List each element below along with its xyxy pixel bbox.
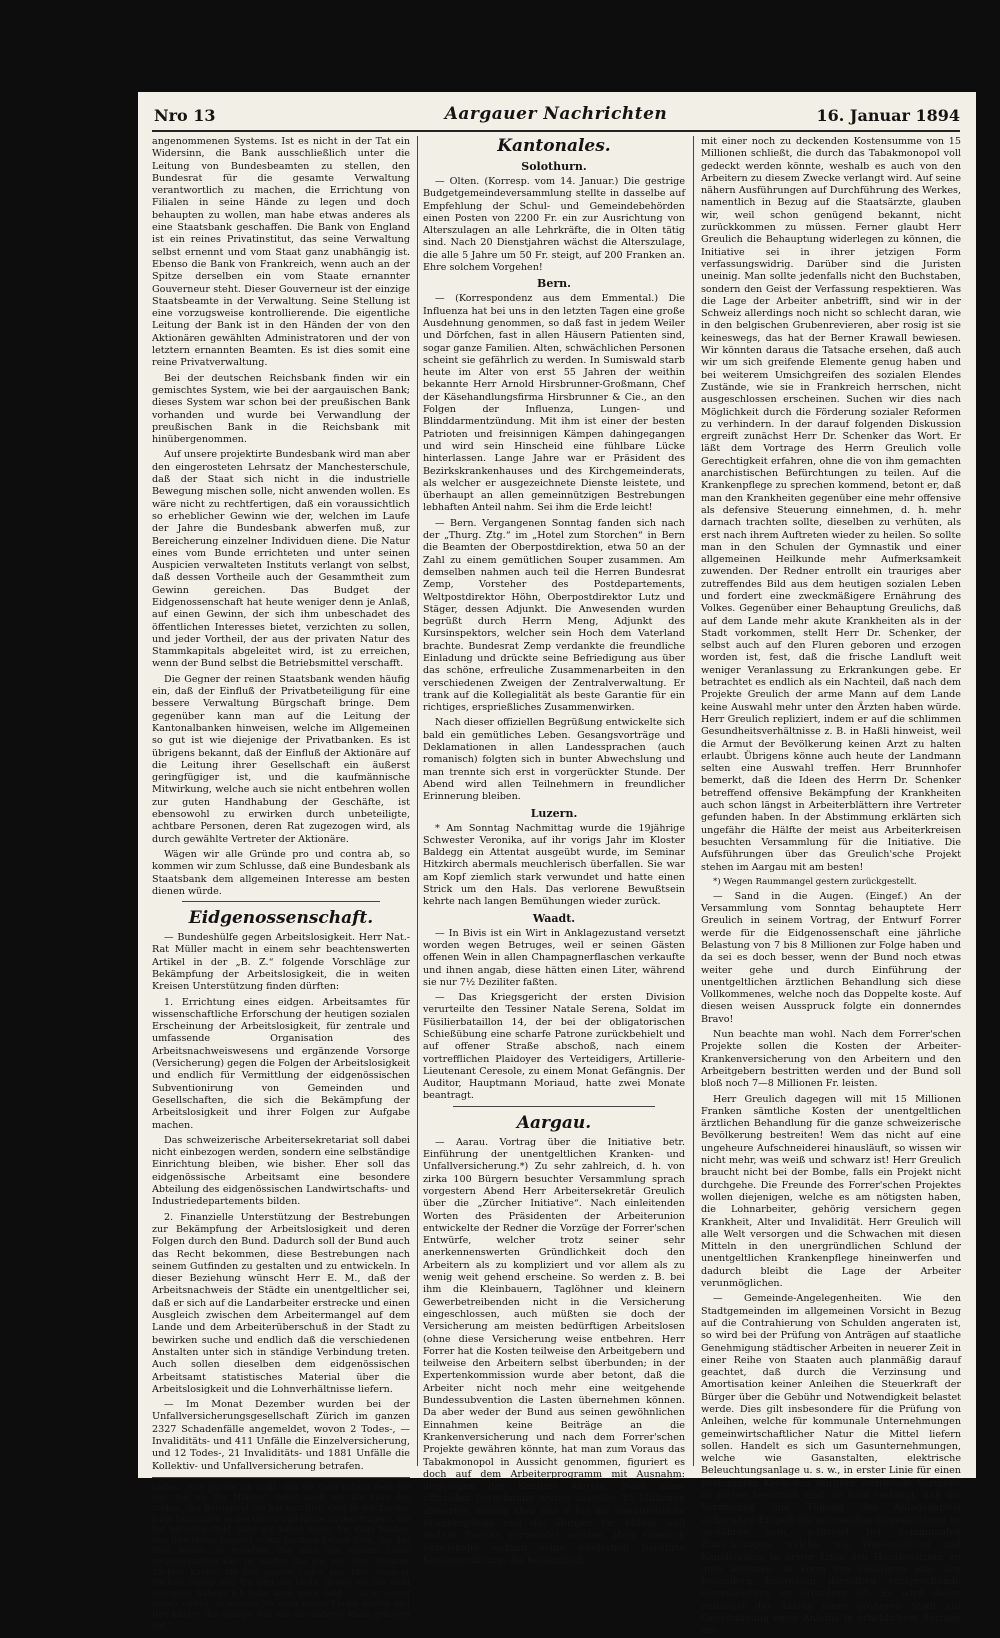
paragraph: — (Korrespondenz aus dem Emmental.) Die Influenza hat bei uns in den letzten Tagen eine große Ausdehnung genommen, so daß fast in jedem Weiler und Dörfchen, fast in allen Häusern Patienten sind, sogar ganze Familien. Alten, schwächlichen Personen scheint sie gefährlich zu werden. In Sumiswald starb heute im Alter von erst 55 Jahren der weithin bekannte Herr Arnold Hirsbrunner-Großmann, Chef der Käsehandlungsfirma Hirsbrunner & Cie., an den Folgen der Influenza, Lungen- und Blinddarmentzündung. Mit ihm ist einer der besten Patrioten und freisinnigen Kämpen dahingegangen und wird sein Hinscheid eine fühlbare Lücke hinterlassen. Lange Jahre war er Präsident des Bezirkskrankenhauses und des Kirchgemeinderats, als welcher er ausgezeichnete Dienste leistete, und überhaupt an allen gemeinnützigen Bestrebungen lebhaften Anteil nahm. Sei ihm die Erde leicht! [423, 293, 685, 514]
feuilleton-divider [152, 1477, 410, 1478]
section-heading: Eidgenossenschaft. [188, 908, 374, 929]
paragraph: — Gemeinde-Angelegenheiten. Wie den Stadtgemeinden im allgemeinen Vorsicht in Bezug auf die Contrahierung von Schulden angeraten ist, so wird bei der Prüfung von Anträgen auf staatliche Genehmigung städtischer Arbeiten in neuerer Zeit in einer Reihe von Staaten auch planmäßig darauf geachtet, daß durch die Verzinsung und Amortisation keiner Anleihen die Steuerkraft der Bürger über die Gebühr und Notwendigkeit belastet werde. Dies gilt insbesondere für die Prüfung von Anleihen, welche für kommunale Unternehmungen gemeinwirtschaftlicher Natur die Mittel liefern sollen. Handelt es sich um Gasunternehmungen, welche wie Gasanstalten, elektrische Beleuchtungsanlage u. s. w., in erster Linie für einen bestimmten Kreis von Bürgern werthvolle Vortheile zu bieten bestimmt sind, so wird verlangt, daß die Verzinsung und Tilgung des Anlagekapital sichernden Entgelt die notwendige Gegenleistung zu gewähren sein, während bei kommunalen Einrichtungen, welche, wie Wasserleitung und Kanalisation, in erster Linie den Hausbesitzern zu gute kommen, in Form von Gebühren eine den besondern Interessen derselben entsprechende Gegenleistung zu erfordern ist. Es wird daher umlängst der Antrag einer größeren Stadt auf Genehmigung einer Anleihe in erheblichem Betrage zur [701, 1293, 961, 1637]
paragraph: 1. Errichtung eines eidgen. Arbeitsamtes für wissenschaftliche Erforschung der heutigen sozialen Erscheinung der Arbeitslosigkeit, für zentrale und umfassende Organisation des Arbeitsnachweiswesens und ergänzende Vorsorge (Versicherung) gegen die Folgen der Arbeitslosigkeit und endlich für Vermittlung der eidgenössischen Subventionirung von Gemeinden und Gesellschaften, die sich die Bekämpfung der Arbeitslosigkeit und ihrer Folgen zur Aufgabe machen. [152, 996, 411, 1131]
section-heading: Kantonales. [497, 136, 611, 156]
paragraph: — Sand in die Augen. (Eingef.) An der Versammlung vom Sonntag behauptete Herr Greulich in seinem Vortrag, der Entwurf Forrer werde für die Eidgenossenschaft eine jährliche Belastung von 7 bis 8 Millionen zur Folge haben und da sei es doch besser, wenn der Bund noch etwas weiter gehe und durch Einführung der unentgeltlichen ärztlichen Behandlung sich diese Vollkommenes, welche noch das Doppelte koste. Auf diesen weisen Ausspruck folgte ein donnerndes Bravo! [701, 890, 961, 1025]
newspaper-title: Aargauer Nachrichten [444, 104, 668, 124]
column-2 [423, 136, 685, 1566]
issue-date: 16. Januar 1894 [816, 106, 960, 125]
paragraph: Wägen wir alle Gründe pro und contra ab, so kommen wir zum Schlusse, daß eine Bundesbank als Staatsbank dem allgemeinen Interesse am besten dienen würde. [152, 848, 410, 897]
paragraph: angenommenen Systems. Ist es nicht in der Tat ein Widersinn, die Bank ausschließlich unter die Leitung von Bundesbeamten zu stellen, den Bundesrat für die gesamte Verwaltung verantwortlich zu machen, die Errichtung von Filialen in seine Hände zu legen und doch behaupten zu wollen, man habe etwas anderes als eine Staatsbank geschaffen. Die Bank von England ist ein reines Privatinstitut, das seine Verwaltung selbst ernennt und vom Staat ganz unabhängig ist. Ebenso die Bank von Frankreich, wenn auch an der Spitze derselben ein vom Staate ernannter Gouverneur steht. Dieser Gouverneur ist der einzige Staatsbeamte in der Verwaltung. Seine Stellung ist eine vorzugsweise kontrollierende. Die eigentliche Leitung der Bank ist in den Händen der von den Aktionären gewählten Administratoren und der von letztern ernannten Beamten. Es ist dies somit eine reine Privatverwaltung. [152, 136, 410, 369]
paragraph: Nach dieser offiziellen Begrüßung entwickelte sich bald ein gemütliches Leben. Gesangsvorträge und Deklamationen in allen Landessprachen (auch romanisch) folgten sich in bunter Abwechslung und man trennte sich erst in vorgerückter Stunde. Der Abend wird allen Teilnehmern in freundlicher Erinnerung bleiben. [423, 717, 685, 803]
paragraph: Nun beachte man wohl. Nach dem Forrer'schen Projekte sollen die Kosten der Arbeiter-Krankenversicherung von den Arbeitern und den Arbeitgebern bestritten werden und der Bund soll bloß noch 7—8 Millionen Fr. leisten. [701, 1029, 961, 1090]
footnote: *) Wegen Raummangel gestern zurückgestellt. [713, 876, 917, 887]
paragraph: — In Bivis ist ein Wirt in Anklagezustand versetzt worden wegen Betruges, weil er seinen Gästen offenen Wein in allen Champagnerflaschen verkaufte und ihnen angab, diese hätten einen Liter, während sie nur 7½ Deziliter faßten. [423, 927, 685, 988]
masthead [152, 102, 960, 130]
paragraph: Das schweizerische Arbeitersekretariat soll dabei nicht einbezogen werden, sondern eine selbständige Einrichtung bleiben, wie bisher. Eher soll das eidgenössische Arbeitsamt eine besondere Abteilung des eidgenössischen Landwirtschafts- und Industriedepartements bilden. [152, 1134, 410, 1208]
newspaper-page [138, 92, 976, 1637]
column-3 [701, 136, 961, 1637]
paragraph: — Bern. Vergangenen Sonntag fanden sich nach der „Thurg. Ztg.“ im „Hotel zum Storchen“ in Bern die Beamten der Oberpostdirektion, etwa 50 an der Zahl zu einem gemütlichen Souper zusammen. Am demselben nahmen auch teil die Herren Bundesrat Zemp, Vorsteher des Postdepartements, Weltpostdirektor Höhn, Oberpostdirektor Lutz und Stäger, dessen Adjunkt. Die Anwesenden wurden begrüßt durch Herrn Meng, Adjunkt des Kursinspektors, welcher sein Hoch dem Vaterland brachte. Bundesrat Zemp verdankte die freundliche Einladung und drückte seine Befriedigung aus über das schöne, erfreuliche Zusammenarbeiten in den verschiedenen Zweigen der Zentralverwaltung. Er trank auf die Kollegialität als beste Garantie für ein richtiges, ersprießliches Zusammenwirken. [423, 517, 685, 714]
section-heading: Aargau. [516, 1112, 592, 1133]
paragraph: Auf unsere projektirte Bundesbank wird man aber den eingerosteten Lehrsatz der Manchesterschule, daß der Staat sich nicht in die industrielle Bewegung mischen solle, nicht anwenden wollen. Es wäre nicht zu rechtfertigen, daß ein voraussichtlich so erheblicher Gewinn wie der, welchen im Laufe der Jahre die Bundesbank abwerfen muß, zur Bereicherung einzelner Individuen diene. Die Natur eines vom Bunde errichteten und unter seinen Auspicien verwalteten Instituts verlangt von selbst, daß dessen Vortheile auch der Gesammtheit zum Gewinn gereichen. Das Budget der Eidgenossenschaft hat heute weniger denn je Anlaß, auf einen Gewinn, der sich ihm unbeschadet des öffentlichen Interesses bietet, verzichten zu sollen, und jeder Vortheil, der aus der privaten Natur des Stammkapitals abgeleitet wird, ist zu erreichen, wenn der Bund selbst die Betriebsmittel verschafft. [152, 449, 410, 670]
paragraph: mit einer noch zu deckenden Kostensumme von 15 Millionen schließt, die durch das Tabakmonopol voll gedeckt werden könnte, weshalb es auch von den Arbeitern zu diesem Zwecke verlangt wird. Auf seine nähern Ausführungen auf Durchführung des Werkes, namentlich in Bezug auf die Staatsärzte, glauben wir, weil schon genügend bekannt, nicht zurückkommen zu müssen. Ferner glaubt Herr Greulich die Behauptung widerlegen zu können, die Initiative sei in ihrer jetzigen Form verfassungswidrig. Darüber sind die Juristen uneinig. Man sollte jedenfalls nicht den Buchstaben, sondern den Geist der Verfassung respektieren. Was die Lage der Arbeiter anbetrifft, sind wir in der Schweiz allerdings noch nicht so schlecht daran, wie in den belgischen Grubenrevieren, aber rosig ist sie keineswegs, das hat der Berner Krawall bewiesen. Wir könnten daraus die Tatsache ersehen, daß auch wir um sich greifende Elemente genug haben und bei weiterem Umsichgreifen des sozialen Elendes Zustände, wie sie in Frankreich herrschen, nicht ausgeschlossen erscheinen. Suchen wir dies nach Möglichkeit durch die Förderung sozialer Reformen zu verhindern. In der darauf folgenden Diskussion ergreift zunächst Herr Dr. Schenker das Wort. Er läßt dem Vortrage des Herrn Greulich volle Gerechtigkeit erfahren, ohne die von ihm gemachten anarchistischen Befürchtungen zu teilen. Auf die Krankenpflege zu sprechen kommend, betont er, daß man den Krankheiten gegenüber eine mehr offensive als defensive Steuerung einnehmen, d. h. mehr darnach trachten sollte, dieselben zu verhüten, als erst nach ihrem Auftreten wieder zu heilen. So sollte man in den Schulen der Gymnastik und einer allgemeinen Heilkunde mehr Aufmerksamkeit zuwenden. Der Redner entrollt ein trauriges aber zutreffendes Bild aus dem heutigen sozialen Leben und fordert eine zweckmäßigere Ernährung des Volkes. Gegenüber einer Behauptung Greulichs, daß auf dem Lande mehr akute Krankheiten als in der Stadt vorkommen, stellt Herr Dr. Schenker, der selbst auch auf den Fluren geboren und erzogen worden ist, fest, daß die frische Landluft weit weniger Veranlassung zu Erkrankungen gebe. Er betrachtet es endlich als ein Nachteil, daß nach dem Projekte Greulich der arme Mann auf dem Lande keine Auswahl mehr unter den Ärzten haben würde. Herr Greulich repliziert, indem er auf die schlimmen Gesundheitsverhältnisse z. B. in Haßli hinweist, weil die Armut der Bevölkerung keinen Arzt zu halten erlaubt. Übrigens könne auch heute der Landmann selten eine Auswahl treffen. Herr Brunnhofer bemerkt, daß die Ideen des Herrn Dr. Schenker betreffend offensive Bekämpfung der Krankheiten auch schon längst in Arbeiterblättern ihre Vertreter gefunden haben. In der Abstimmung erklärten sich ungefähr die Hälfte der meist aus Arbeiterkreisen besuchten Versammlung für die Initiative. Die Aufsführungen über das Greulich'sche Projekt stehen im Aargau mit am besten! [701, 136, 961, 873]
paragraph: Herr Greulich dagegen will mit 15 Millionen Franken sämtliche Kosten der unentgeltlichen ärztlichen Behandlung für die ganze schweizerische Bevölkerung bestreiten! Wem das nicht auf eine ungeheure Aufschneiderei hinausläuft, so wissen wir nicht mehr, was weiß und schwarz ist! Herr Greulich braucht nicht bei der Bombe, falls ein Projekt nicht durchgehe. Die Freunde des Forrer'schen Projektes wollen diejenigen, welche es am nötigsten haben, die Lohnarbeiter, gehörig versichern gegen Krankheit, Alter und Invalidität. Herr Greulich will alle Welt versorgen und die Schwachen mit diesen Mitteln in den unergründlichen Schlund der unentgeltlichen Krankenpflege hineinwerfen und dadurch bleibt die Lage der Arbeiter verunmöglichen. [701, 1093, 961, 1290]
section-divider [182, 901, 380, 902]
issue-number: Nro 13 [154, 106, 216, 125]
masthead-rule [152, 130, 960, 132]
paragraph: — Olten. (Korresp. vom 14. Januar.) Die gestrige Budgetgemeindeversammlung stellte in dasselbe auf Empfehlung der Schul- und Gemeindebehörden einen Posten von 2200 Fr. ein zur Ausrichtung von Alterszulagen an alle Lehrkräfte, die in Olten tätig sind. Nach 20 Dienstjahren wächst die Alterszulage, die alle 5 Jahre um 50 Fr. steigt, auf 200 Franken an. Ehre solchem Vorgehen! [423, 176, 685, 274]
paragraph: Die Gegner der reinen Staatsbank wenden häufig ein, daß der Einfluß der Privatbeteiligung für eine bessere Verwaltung Bürgschaft bringe. Dem gegenüber kann man auf die Leitung der Kantonalbanken hinweisen, welche im Allgemeinen so gut ist wie diejenige der Privatbanken. Es ist übrigens bekannt, daß der Einfluß der Aktionäre auf die Leitung ihrer Gesellschaft ein äußerst geringfügiger ist, und die kaufmännische Mitwirkung, welche auch sie nicht entbehren wollen zur guten Handhabung der Geschäfte, ist ebensowohl zu erwirken durch unbeteiligte, achtbare Personen, deren Rat zugezogen wird, als durch gewählte Vertreter der Aktionäre. [152, 673, 410, 845]
subsection-heading: Waadt. [532, 911, 576, 925]
paragraph: * Am Sonntag Nachmittag wurde die 19jährige Schwester Veronika, auf ihr vorigs Jahr im Kloster Baldegg ein Attentat ausgeübt wurde, im Seminar Hitzkirch abermals meuchlerisch überfallen. Sie war am Kopf ziemlich stark verwundet und hatte einen Strick um den Hals. Das verlorene Bewußtsein kehrte nach langen Bemühungen wieder zurück. [423, 822, 685, 908]
paragraph: — Bundeshülfe gegen Arbeitslosigkeit. Herr Nat.-Rat Müller macht in einem sehr beachtenswerten Artikel in der „B. Z.“ folgende Vorschläge zur Bekämpfung der Arbeitslosigkeit, die in weiten Kreisen Unterstützung finden dürften: [152, 932, 410, 993]
column-divider [417, 136, 418, 1466]
subsection-heading: Bern. [537, 277, 571, 291]
section-divider [453, 1106, 655, 1107]
paragraph: — Das Kriegsgericht der ersten Division verurteilte den Tessiner Natale Serena, Soldat im Füsilierbataillon 14, der bei der obligatorischen Schießübung eine scharfe Patrone zurückbehielt und auf offener Straße abschoß, nach einem vortrefflichen Plaidoyer des Verteidigers, Artillerie-Lieutenant Ceresole, zu einem Monat Gefängnis. Der Auditor, Hauptmann Moriaud, hatte zwei Monate beantragt. [423, 992, 685, 1102]
subsection-heading: Luzern. [530, 806, 578, 820]
paragraph: — Aarau. Vortrag über die Initiative betr. Einführung der unentgeltlichen Kranken- und Unfallversicherung.*) Zu sehr zahlreich, d. h. von zirka 100 Bürgern besuchter Versammlung sprach vorgestern Abend Herr Arbeitersekretär Greulich über die „Zürcher Initiative“. Nach einleitenden Worten des Präsidenten der Arbeiterunion entwickelte der Redner die Vorzüge der Forrer'schen Entwürfe, welcher trotz seiner sehr anerkennenswerten Gründlichkeit doch den Arbeitern als zu kompliziert und vor allem als zu wenig weit gehend erscheine. So werden z. B. bei ihm die Kleinbauern, Taglöhner und kleinern Gewerbetreibenden nicht in die Versicherung eingeschlossen, auch müßten sie doch der Versicherung am meisten bedürftigen Arbeitslosen (ohne diese Versicherung weise entbehren. Herr Forrer hat die Kosten teilweise den Arbeitgebern und teilweise den Arbeitern selbst überbunden; in der Expertenkommission wurde aber betont, daß die Arbeiter nicht noch mehr eine weitgehende Bundessubvention die Lasten übernehmen können. Da aber weder der Bund aus seinen gewöhnlichen Einnahmen keine Beiträge an die Krankenversicherung und nach dem Forrer'schen Projekte gewähren könnte, hat man zum Voraus das Tabakmonopol in Aussicht genommen, figuriert es doch auf dem Arbeiterprogramm mit Ausnahm: derjenigen des Kantons Aargau. Nach einer offiziellen Berechnung würde dasselbe 15 Millionen abwerfen, wovon aber nur 8 für die unentgeltliche Krankenpflege und die übrigen für Militär und andere Zwecke verwendet werden. Herr Greulich entwickelte sodann seine wiederholt berührte Kostenrechnung, die bekanntlich [423, 1136, 685, 1566]
column-divider [693, 136, 694, 1466]
column-1 [152, 136, 411, 1630]
paragraph: — Im Monat Dezember wurden bei der Unfallversicherungsgesellschaft Zürich im ganzen 2327 Schadenfälle angemeldet, wovon 2 Todes-, — Invaliditäts- und 411 Unfälle die Einzelversicherung, und 12 Todes-, 21 Invaliditäts- und 1881 Unfälle die Kollektiv- und Unfallversicherung betrafen. [152, 1399, 410, 1472]
feuilleton-text: Laden. „Das glaube ich wohl, daß Sie Geld haben! Seht Sie nur 'mal an, Ihr Männer! Gebet auch nur die Frau des Diebes, des Betrügers! Sie hat natürlich Geld in der Tasche, trägt Diamanten in den Ohren und Ringe an den Fingern. Sie hat natürlich Geld, aber wir haben keins. Sie kann kaufen, was ihre Herze begehrt — wir besitzen keinen Cent, um das Brot wieder zu erstehen, das man uns unserm Leibe weggeschnitten hat. Ja, kaufen Sie nur ein, Mrs. Spencer Tucker! Kaufen Sie den ganzen Laden aus, Mrs. Spencer Tucker! Hören Sie! Wo sind die Leute, denen Sie das Geld gestohlen haben? Ich habe auch mein Geld — nicht genug haben sollten, so können Sie auch meine Kinder kaufen und Ihre Kinder, das einzige, was uns Ihr sauberer Mann gelassen hat.“ [152, 1481, 410, 1630]
paragraph: Bei der deutschen Reichsbank finden wir ein gemischtes System, wie bei der aargauischen Bank; dieses System war schon bei der preußischen Bank vorhanden und wurde bei Verwandlung der preußischen Bank in die Reichsbank mit hinübergenommen. [152, 372, 410, 446]
subsection-heading: Solothurn. [521, 160, 587, 173]
paragraph: 2. Finanzielle Unterstützung der Bestrebungen zur Bekämpfung der Arbeitslosigkeit und deren Folgen durch den Bund. Dadurch soll der Bund auch das Recht bekommen, diese Bestrebungen nach seinem Gutfinden zu gestalten und zu entwickeln. In dieser Beziehung wünscht Herr E. M., daß der Arbeitsnachweis der Städte ein unentgeltlicher sei, daß er sich auf die Landarbeiter erstrecke und einen Ausgleich zwischen dem Arbeitermangel auf dem Lande und dem Arbeiterüberschuß in der Stadt zu bewirken suche und endlich daß die verschiedenen Anstalten unter sich in ständige Verbindung treten. Auch sollen dieselben dem eidgenössischen Arbeitsamt statistisches Material über die Arbeitslosigkeit und die Lohnverhältnisse liefern. [152, 1211, 410, 1395]
